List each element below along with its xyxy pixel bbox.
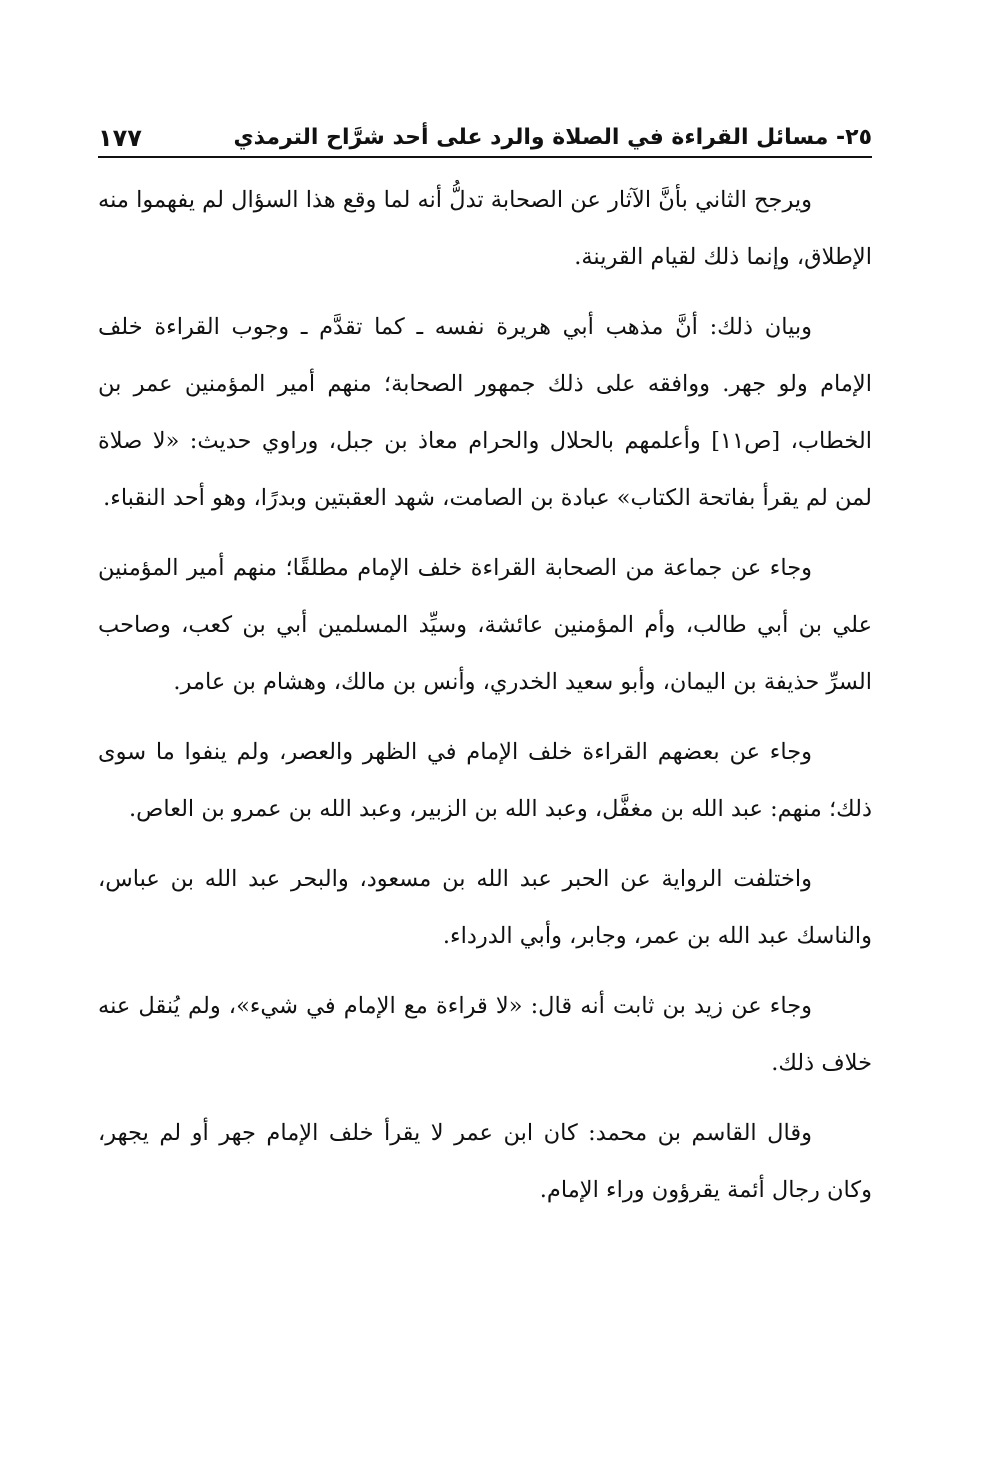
paragraph-3: وجاء عن جماعة من الصحابة القراءة خلف الإمام مطلقًا؛ منهم أمير المؤمنين علي بن أبي طالب، وأم المؤمنين عائشة، وسيِّد المسلمين أبي بن كعب، وصاحب السرِّ حذيفة بن اليمان، وأبو سعيد الخدري، وأنس بن مالك، وهشام بن عامر. — [98, 555, 872, 695]
paragraph-1: ويرجح الثاني بأنَّ الآثار عن الصحابة تدلُّ أنه لما وقع هذا السؤال لم يفهموا منه الإطلاق، وإنما ذلك لقيام القرينة. — [98, 187, 872, 270]
paragraph-4: وجاء عن بعضهم القراءة خلف الإمام في الظهر والعصر، ولم ينفوا ما سوى ذلك؛ منهم: عبد الله بن مغفَّل، وعبد الله بن الزبير، وعبد الله بن عمرو بن العاص. — [98, 739, 872, 822]
chapter-title: ٢٥- مسائل القراءة في الصلاة والرد على أحد شرَّاح الترمذي — [233, 125, 872, 150]
running-header — [98, 100, 872, 158]
page-number: ١٧٧ — [98, 124, 142, 152]
paragraph-5: واختلفت الرواية عن الحبر عبد الله بن مسعود، والبحر عبد الله بن عباس، والناسك عبد الله بن عمر، وجابر، وأبي الدرداء. — [98, 866, 872, 949]
book-page — [98, 100, 872, 1340]
paragraph-7: وقال القاسم بن محمد: كان ابن عمر لا يقرأ خلف الإمام جهر أو لم يجهر، وكان رجال أئمة يقرؤون وراء الإمام. — [98, 1120, 872, 1203]
page-body — [98, 158, 872, 1219]
paragraph-2: وبيان ذلك: أنَّ مذهب أبي هريرة نفسه ـ كما تقدَّم ـ وجوب القراءة خلف الإمام ولو جهر. ووافقه على ذلك جمهور الصحابة؛ منهم أمير المؤمنين عمر بن الخطاب، [ص١١] وأعلمهم بالحلال والحرام معاذ بن جبل، وراوي حديث: «لا صلاة لمن لم يقرأ بفاتحة الكتاب» عبادة بن الصامت، شهد العقبتين وبدرًا، وهو أحد النقباء. — [98, 314, 872, 511]
paragraph-6: وجاء عن زيد بن ثابت أنه قال: «لا قراءة مع الإمام في شيء»، ولم يُنقل عنه خلاف ذلك. — [98, 993, 872, 1076]
